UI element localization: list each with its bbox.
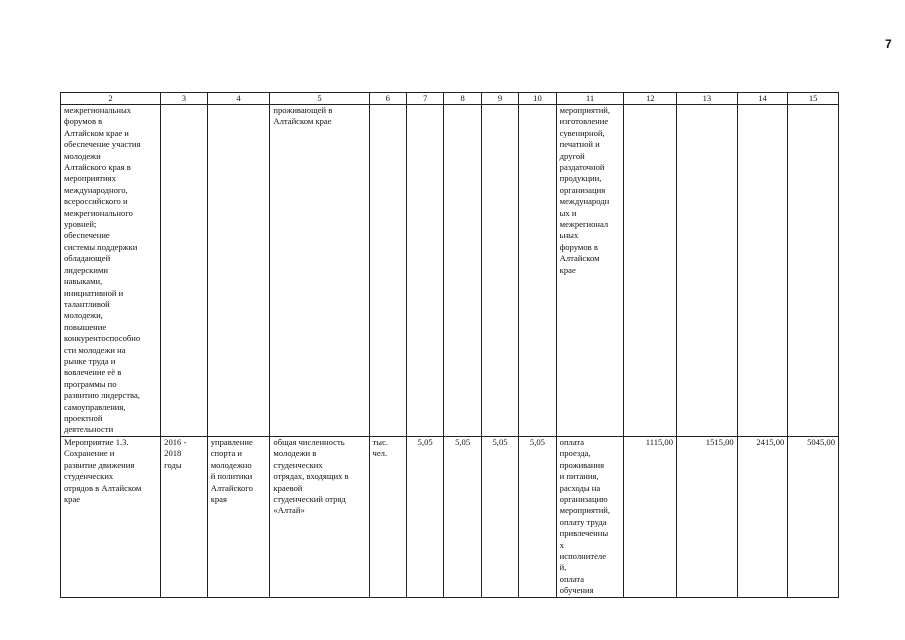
col-header-12: 12 [624, 93, 677, 105]
cell-value-10: 5,05 [519, 437, 556, 598]
cell-amount-14: 2415,00 [737, 437, 788, 598]
col-header-7: 7 [406, 93, 443, 105]
col-header-14: 14 [737, 93, 788, 105]
program-table [60, 92, 839, 598]
col-header-11: 11 [556, 93, 624, 105]
cell-value-9: 5,05 [481, 437, 518, 598]
cell-amount-12: 1115,00 [624, 437, 677, 598]
col-header-5: 5 [270, 93, 369, 105]
col-header-6: 6 [369, 93, 406, 105]
cell-unit [369, 105, 406, 437]
col-header-10: 10 [519, 93, 556, 105]
cell-amount-15: 5045,00 [788, 437, 839, 598]
cell-amount-14 [737, 105, 788, 437]
cell-executor [207, 105, 270, 437]
cell-task-description: Мероприятие 1.3. Сохранение и развитие движения студенческих отрядов в Алтайском крае [61, 437, 161, 598]
cell-amount-13: 1515,00 [677, 437, 738, 598]
cell-indicator: общая численность молодежи в студенческих отрядах, входящих в краевой студенческий отряд «Алтай» [270, 437, 369, 598]
cell-amount-12 [624, 105, 677, 437]
cell-period: 2016 - 2018 годы [161, 437, 208, 598]
col-header-4: 4 [207, 93, 270, 105]
cell-value-10 [519, 105, 556, 437]
cell-value-8 [444, 105, 481, 437]
col-header-9: 9 [481, 93, 518, 105]
table-row [61, 437, 839, 598]
col-header-3: 3 [161, 93, 208, 105]
col-header-15: 15 [788, 93, 839, 105]
cell-task-description: межрегиональных форумов в Алтайском крае и обеспечение участия молодежи Алтайского края в мероприятиях международного, всероссийского и межрегионального уровней; обеспечение системы поддержки обладающей лидерскими навыками, инициативной и талантливой молодежи, повышение конкурентоспособно сти молодежи на рынке труда и вовлечение её в программы по развитию лидерства, самоуправления, проектной деятельности [61, 105, 161, 437]
cell-expense-purpose: мероприятий, изготовление сувенирной, печатной и другой раздаточной продукции, организация международн ых и межрегионал ьных форумов в Алтайском крае [556, 105, 624, 437]
col-header-2: 2 [61, 93, 161, 105]
cell-value-8: 5,05 [444, 437, 481, 598]
cell-indicator: проживающей в Алтайском крае [270, 105, 369, 437]
cell-unit: тыс. чел. [369, 437, 406, 598]
column-number-row [61, 93, 839, 105]
cell-value-9 [481, 105, 518, 437]
table-row [61, 105, 839, 437]
col-header-8: 8 [444, 93, 481, 105]
cell-value-7 [406, 105, 443, 437]
cell-amount-13 [677, 105, 738, 437]
cell-amount-15 [788, 105, 839, 437]
cell-expense-purpose: оплата проезда, проживания и питания, расходы на организацию мероприятий, оплату труда привлеченны х исполнителе й, оплата обучения [556, 437, 624, 598]
cell-executor: управление спорта и молодежно й политики Алтайского края [207, 437, 270, 598]
cell-period [161, 105, 208, 437]
page-number: 7 [885, 37, 892, 51]
cell-value-7: 5,05 [406, 437, 443, 598]
col-header-13: 13 [677, 93, 738, 105]
